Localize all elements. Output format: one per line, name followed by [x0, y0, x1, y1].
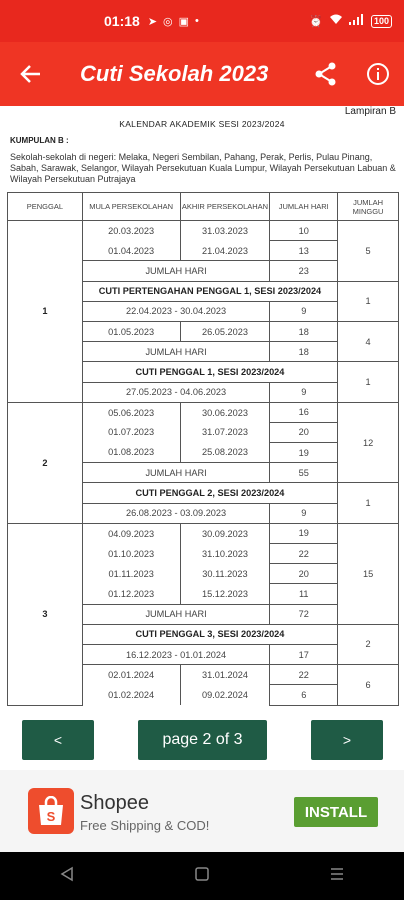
mula-cell: 01.05.2023 [82, 321, 180, 341]
minggu-cell: 1 [338, 281, 399, 321]
minggu-cell: 1 [338, 483, 399, 523]
hari-cell: 19 [270, 443, 338, 463]
akhir-cell: 25.08.2023 [180, 443, 270, 463]
status-bar [0, 0, 404, 42]
square-home-icon [195, 867, 209, 881]
akhir-cell: 21.04.2023 [180, 241, 270, 261]
info-icon [366, 62, 390, 86]
hari-cell: 22 [270, 544, 338, 564]
penggal-number: 1 [8, 221, 83, 403]
minggu-cell: 6 [338, 665, 399, 705]
header-akhir: AKHIR PERSEKOLAHAN [180, 193, 270, 221]
mula-cell: 01.10.2023 [82, 544, 180, 564]
menu-lines-icon [330, 867, 344, 881]
page-indicator-button[interactable]: page 2 of 3 [138, 720, 267, 760]
shopping-bag-icon [37, 796, 65, 826]
system-recents-button[interactable] [330, 867, 344, 886]
total-cell: 18 [270, 342, 338, 362]
cuti-dates: 27.05.2023 - 04.06.2023 [82, 382, 270, 402]
hari-cell: 20 [270, 422, 338, 442]
akhir-cell: 15.12.2023 [180, 584, 270, 604]
lampiran-label: Lampiran B [344, 106, 396, 117]
cuti-label: CUTI PENGGAL 1, SESI 2023/2024 [82, 362, 337, 382]
triangle-back-icon [60, 866, 74, 882]
table-row [8, 523, 399, 543]
jumlah-hari-label: JUMLAH HARI [82, 463, 270, 483]
next-page-button[interactable]: > [311, 720, 383, 760]
minggu-cell: 12 [338, 402, 399, 483]
mula-cell: 01.02.2024 [82, 685, 180, 705]
minggu-cell: 2 [338, 624, 399, 664]
hari-cell: 6 [270, 685, 338, 705]
mula-cell: 01.07.2023 [82, 422, 180, 442]
total-cell: 55 [270, 463, 338, 483]
akhir-cell: 30.06.2023 [180, 402, 270, 422]
battery-icon: 100 [371, 15, 392, 28]
ad-banner[interactable] [0, 770, 404, 852]
ad-tagline: Free Shipping & COD! [80, 818, 210, 833]
system-navigation-bar [0, 852, 404, 900]
mula-cell: 01.12.2023 [82, 584, 180, 604]
mula-cell: 01.08.2023 [82, 443, 180, 463]
cuti-dates: 26.08.2023 - 03.09.2023 [82, 503, 270, 523]
info-button[interactable] [352, 42, 404, 106]
document-title: KALENDAR AKADEMIK SESI 2023/2024 [119, 119, 285, 129]
arrow-left-icon [20, 63, 42, 85]
akhir-cell: 09.02.2024 [180, 685, 270, 705]
telegram-icon: ➤ [147, 15, 158, 28]
calendar-document[interactable] [0, 106, 404, 712]
hari-cell: 13 [270, 241, 338, 261]
akhir-cell: 30.09.2023 [180, 523, 270, 543]
total-cell: 72 [270, 604, 338, 624]
dot-icon: • [195, 15, 199, 27]
wifi-icon [329, 14, 343, 28]
table-row [8, 221, 399, 241]
header-mula: MULA PERSEKOLAHAN [82, 193, 180, 221]
mula-cell: 05.06.2023 [82, 402, 180, 422]
header-jumlah-hari: JUMLAH HARI [270, 193, 338, 221]
akhir-cell: 31.10.2023 [180, 544, 270, 564]
akhir-cell: 31.07.2023 [180, 422, 270, 442]
mula-cell: 04.09.2023 [82, 523, 180, 543]
message-icon: ▣ [178, 15, 190, 28]
status-time: 01:18 [104, 13, 140, 29]
cuti-dates: 22.04.2023 - 30.04.2023 [82, 301, 270, 321]
minggu-cell: 4 [338, 321, 399, 361]
pager [0, 712, 404, 770]
jumlah-hari-label: JUMLAH HARI [82, 261, 270, 281]
table-header-row [8, 193, 399, 221]
share-button[interactable] [300, 42, 352, 106]
app-bar [0, 42, 404, 106]
akhir-cell: 26.05.2023 [180, 321, 270, 341]
kumpulan-label: KUMPULAN B : [10, 136, 69, 145]
svg-text:S: S [46, 809, 56, 824]
hari-cell: 9 [270, 503, 338, 523]
mula-cell: 01.11.2023 [82, 564, 180, 584]
hari-cell: 18 [270, 321, 338, 341]
mula-cell: 20.03.2023 [82, 221, 180, 241]
back-button[interactable] [0, 42, 62, 106]
states-text: Sekolah-sekolah di negeri: Melaka, Negeri Sembilan, Pahang, Perak, Perlis, Pulau Pinang, Sabah, Sarawak, Selangor, Wilayah Persekutuan Kuala Lumpur, Wilayah Persekutuan Labuan & Wilayah Persekutuan Putrajaya [10, 152, 396, 184]
hari-cell: 10 [270, 221, 338, 241]
install-button[interactable]: INSTALL [294, 797, 378, 827]
page-title: Cuti Sekolah 2023 [80, 61, 269, 86]
hari-cell: 16 [270, 402, 338, 422]
penggal-number: 2 [8, 402, 83, 523]
hari-cell: 22 [270, 665, 338, 685]
hari-cell: 20 [270, 564, 338, 584]
akhir-cell: 30.11.2023 [180, 564, 270, 584]
cuti-dates: 16.12.2023 - 01.01.2024 [82, 644, 270, 664]
minggu-cell: 1 [338, 362, 399, 402]
mula-cell: 01.04.2023 [82, 241, 180, 261]
total-cell: 23 [270, 261, 338, 281]
calendar-table [7, 192, 399, 706]
hari-cell: 19 [270, 523, 338, 543]
cuti-label: CUTI PERTENGAHAN PENGGAL 1, SESI 2023/2024 [82, 281, 337, 301]
akhir-cell: 31.03.2023 [180, 221, 270, 241]
hari-cell: 9 [270, 301, 338, 321]
table-row [8, 402, 399, 422]
header-penggal: PENGGAL [8, 193, 83, 221]
system-home-button[interactable] [195, 867, 209, 886]
signal-icon [349, 14, 365, 28]
akhir-cell: 31.01.2024 [180, 665, 270, 685]
minggu-cell: 15 [338, 523, 399, 624]
shopee-logo [28, 788, 74, 834]
cuti-label: CUTI PENGGAL 3, SESI 2023/2024 [82, 624, 337, 644]
hari-cell: 17 [270, 644, 338, 664]
mula-cell: 02.01.2024 [82, 665, 180, 685]
share-icon [315, 62, 337, 86]
prev-page-button[interactable]: < [22, 720, 94, 760]
penggal-number: 3 [8, 523, 83, 705]
minggu-cell: 5 [338, 221, 399, 282]
cuti-label: CUTI PENGGAL 2, SESI 2023/2024 [82, 483, 337, 503]
header-jumlah-minggu: JUMLAH MINGGU [338, 193, 399, 221]
jumlah-hari-label: JUMLAH HARI [82, 342, 270, 362]
system-back-button[interactable] [60, 866, 74, 887]
alarm-icon: ⏰ [309, 15, 323, 28]
jumlah-hari-label: JUMLAH HARI [82, 604, 270, 624]
ad-brand: Shopee [80, 792, 149, 814]
whatsapp-icon: ◎ [163, 15, 173, 28]
hari-cell: 9 [270, 382, 338, 402]
hari-cell: 11 [270, 584, 338, 604]
